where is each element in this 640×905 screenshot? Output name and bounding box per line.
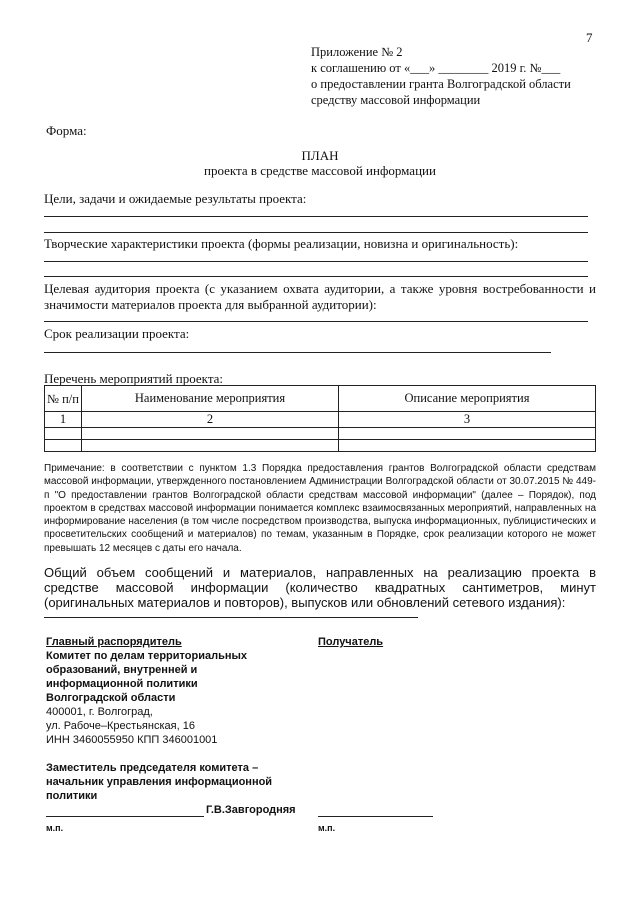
- audience-line: [44, 321, 588, 322]
- table-cell: 2: [82, 412, 339, 428]
- goals-label: Цели, задачи и ожидаемые результаты проекта:: [44, 191, 307, 206]
- distributor-org-3: информационной политики: [46, 678, 198, 690]
- col-description-header: Описание мероприятия: [339, 386, 596, 412]
- distributor-address-2: ул. Рабоче–Крестьянская, 16: [46, 720, 195, 732]
- distributor-stamp: м.п.: [46, 823, 64, 833]
- recipient-stamp: м.п.: [318, 823, 336, 833]
- recipient-signature-line: [318, 816, 433, 817]
- appendix-line-2: к соглашению от «___» ________ 2019 г. №___: [311, 61, 561, 75]
- recipient-heading: Получатель: [318, 636, 384, 648]
- document-subtitle: проекта в средстве массовой информации: [204, 163, 436, 178]
- distributor-org-4: Волгоградской области: [46, 692, 176, 704]
- table-cell: 1: [45, 412, 82, 428]
- total-volume-label: Общий объем сообщений и материалов, направленных на реализацию проекта в средстве массовой информации (количество квадратных сантиметров, минут (оригинальных материалов и повторов), выпусков или обновлений сетевого издания):: [44, 565, 596, 610]
- page-number: 7: [586, 30, 593, 45]
- appendix-line-3: о предоставлении гранта Волгоградской области: [311, 77, 571, 91]
- col-number-header: № п/п: [45, 386, 82, 412]
- table-row: [45, 440, 596, 452]
- col-name-header: Наименование мероприятия: [82, 386, 339, 412]
- goals-line-1: [44, 216, 588, 217]
- distributor-signature-line: [46, 816, 204, 817]
- appendix-line-4: средству массовой информации: [311, 93, 481, 107]
- table-cell: 3: [339, 412, 596, 428]
- distributor-heading: Главный распорядитель: [46, 636, 182, 648]
- total-line: [44, 617, 418, 618]
- events-label: Перечень мероприятий проекта:: [44, 371, 224, 386]
- term-label: Срок реализации проекта:: [44, 326, 190, 341]
- events-table: [44, 385, 596, 452]
- distributor-signer-name: Г.В.Завгородняя: [206, 804, 296, 816]
- distributor-position-3: политики: [46, 790, 98, 802]
- document-title: ПЛАН: [301, 148, 339, 163]
- form-label: Форма:: [46, 123, 87, 138]
- table-row: [45, 428, 596, 440]
- distributor-block: [46, 635, 316, 803]
- distributor-position-2: начальник управления информационной: [46, 776, 273, 788]
- distributor-position-1: Заместитель председателя комитета –: [46, 762, 259, 774]
- table-number-row: [45, 412, 596, 428]
- distributor-address-1: 400001, г. Волгоград,: [46, 706, 153, 718]
- appendix-block: [311, 44, 571, 108]
- distributor-org-2: образований, внутренней и: [46, 664, 198, 676]
- creative-line-1: [44, 261, 588, 262]
- term-line: [44, 352, 551, 353]
- appendix-line-1: Приложение № 2: [311, 45, 403, 59]
- distributor-inn: ИНН 3460055950 КПП 346001001: [46, 734, 218, 746]
- note-text: Примечание: в соответствии с пунктом 1.3 Порядка предоставления грантов Волгоградской области средствам массовой информации, утвержденного постановлением Администрации Волгоградской области от 30.07.2015 № 449-п "О предоставлении грантов Волгоградской области средствам массовой информации" (далее – Порядок), под проектом в средствах массовой информации понимается комплекс взаимосвязанных мероприятий, направленных на информирование населения (в том числе посредством производства, выпуска информационных, публицистических и просветительских сообщений и материалов) по темам, указанным в Порядке, срок реализации которого не может превышать 12 месяцев с даты его начала.: [44, 463, 596, 554]
- audience-label: Целевая аудитория проекта (с указанием охвата аудитории, а также уровня востребованности и значимости материалов проекта для выбранной аудитории):: [44, 281, 596, 312]
- creative-line-2: [44, 276, 588, 277]
- distributor-org-1: Комитет по делам территориальных: [46, 650, 247, 662]
- creative-label: Творческие характеристики проекта (формы реализации, новизна и оригинальность):: [44, 236, 519, 251]
- goals-line-2: [44, 232, 588, 233]
- table-header-row: [45, 386, 596, 412]
